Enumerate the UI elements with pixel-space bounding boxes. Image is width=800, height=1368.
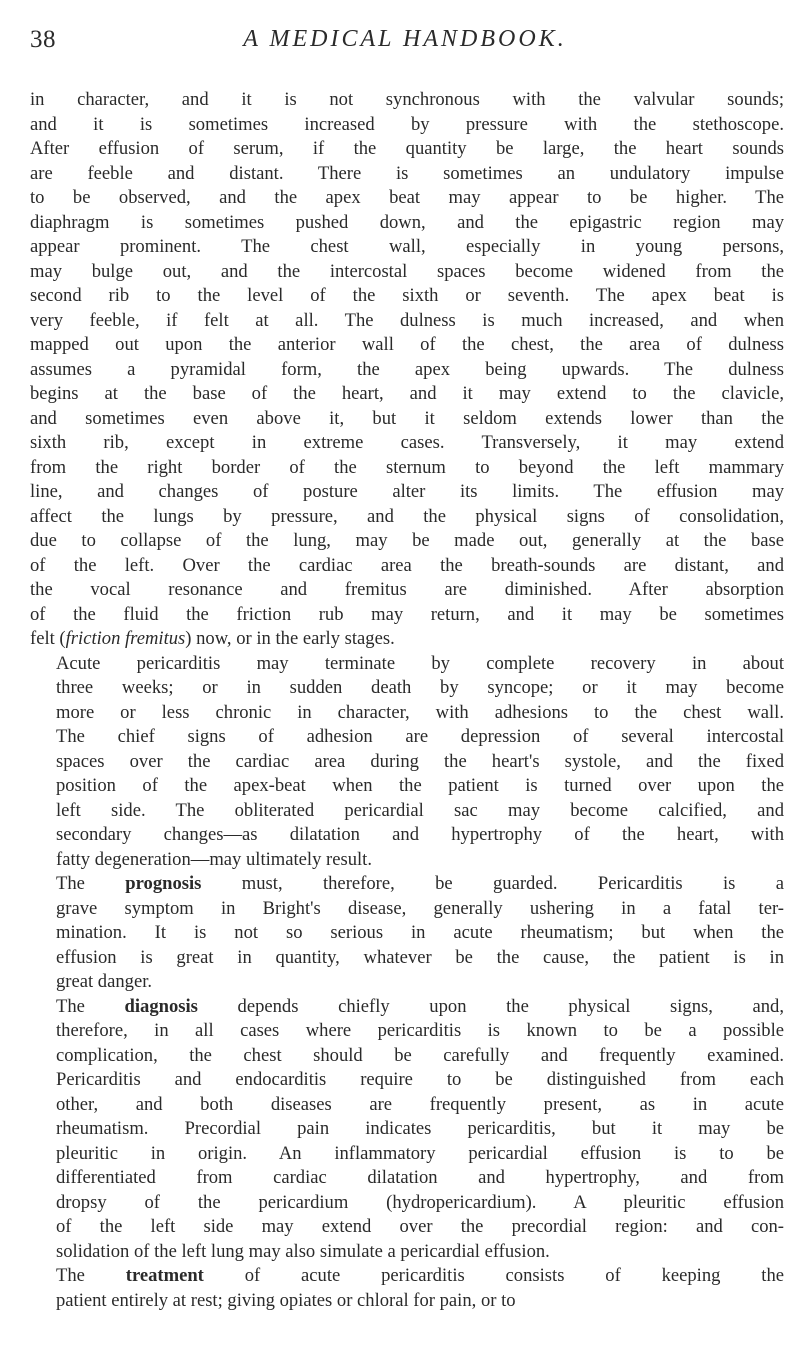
text-line: The chief signs of adhesion are depression of several intercostal (56, 726, 784, 747)
text-line: After effusion of serum, if the quantity be large, the heart sounds (30, 138, 784, 159)
text-line: appear prominent. The chest wall, especially in young persons, (30, 236, 784, 257)
text-line: differentiated from cardiac dilatation and hypertrophy, and from (56, 1167, 784, 1188)
text-line: therefore, in all cases where pericarditis is known to be a possible (56, 1020, 784, 1041)
text-line: more or less chronic in character, with adhesions to the chest wall. (56, 701, 784, 723)
text-line: begins at the base of the heart, and it may extend to the clavicle, (30, 383, 784, 404)
text-line: Acute pericarditis may terminate by complete recovery in about (56, 652, 784, 674)
text-line: The diagnosis depends chiefly upon the physical signs, and, (56, 995, 784, 1017)
page-header (30, 26, 780, 60)
text-line: line, and changes of posture alter its limits. The effusion may (30, 481, 784, 502)
text-line: assumes a pyramidal form, the apex being upwards. The dulness (30, 358, 784, 380)
page-number: 38 (30, 26, 56, 53)
text-line: the vocal resonance and fremitus are diminished. After absorption (30, 579, 784, 600)
paragraph (30, 872, 784, 995)
text-line: three weeks; or in sudden death by syncope; or it may become (56, 677, 784, 698)
text-line: Pericarditis and endocarditis require to be distinguished from each (56, 1069, 784, 1090)
text-line: complication, the chest should be carefully and frequently examined. (56, 1044, 784, 1066)
text-line: patient entirely at rest; giving opiates or chloral for pain, or to (56, 1289, 516, 1311)
text-line: and it is sometimes increased by pressure with the stethoscope. (30, 113, 784, 135)
text-line: The treatment of acute pericarditis consists of keeping the (56, 1265, 784, 1286)
text-line: from the right border of the sternum to beyond the left mammary (30, 456, 784, 478)
text-line: second rib to the level of the sixth or seventh. The apex beat is (30, 285, 784, 306)
text-line: of the left. Over the cardiac area the breath-sounds are distant, and (30, 554, 784, 576)
text-line: grave symptom in Bright's disease, generally ushering in a fatal ter- (56, 897, 784, 919)
text-line: in character, and it is not synchronous with the valvular sounds; (30, 89, 784, 110)
text-line: solidation of the left lung may also simulate a pericardial effusion. (56, 1240, 550, 1262)
text-line: due to collapse of the lung, may be made out, generally at the base (30, 530, 784, 551)
text-line: mination. It is not so serious in acute rheumatism; but when the (56, 922, 784, 943)
text-line: left side. The obliterated pericardial sac may become calcified, and (56, 799, 784, 821)
paragraph (30, 1264, 784, 1313)
text-line: sixth rib, except in extreme cases. Transversely, it may extend (30, 432, 784, 453)
text-line: affect the lungs by pressure, and the physical signs of consolidation, (30, 505, 784, 527)
paragraph (30, 88, 784, 652)
bold-term: prognosis (125, 873, 202, 894)
text-line: spaces over the cardiac area during the heart's systole, and the fixed (56, 750, 784, 772)
italic-term: friction fremitus (65, 628, 186, 649)
body-text (30, 88, 784, 1313)
bold-term: diagnosis (124, 995, 198, 1017)
running-title: A MEDICAL HANDBOOK. (243, 26, 567, 52)
text-line: rheumatism. Precordial pain indicates pericarditis, but it may be (56, 1118, 784, 1139)
text-line: felt (friction fremitus) now, or in the early stages. (30, 628, 395, 649)
text-line: pleuritic in origin. An inflammatory pericardial effusion is to be (56, 1142, 784, 1164)
text-line: great danger. (56, 971, 153, 992)
text-line: secondary changes—as dilatation and hypertrophy of the heart, with (56, 824, 784, 845)
text-line: of the left side may extend over the precordial region: and con- (56, 1216, 784, 1237)
text-line: The prognosis must, therefore, be guarded. Pericarditis is a (56, 873, 784, 894)
text-line: fatty degeneration—may ultimately result. (56, 848, 372, 870)
text-line: diaphragm is sometimes pushed down, and the epigastric region may (30, 211, 784, 233)
paragraph (30, 995, 784, 1265)
text-line: position of the apex-beat when the patient is turned over upon the (56, 775, 784, 796)
bold-term: treatment (125, 1265, 204, 1286)
text-line: very feeble, if felt at all. The dulness is much increased, and when (30, 309, 784, 331)
text-line: are feeble and distant. There is sometimes an undulatory impulse (30, 162, 784, 184)
text-line: to be observed, and the apex beat may appear to be higher. The (30, 187, 784, 208)
paragraph (30, 652, 784, 873)
text-line: mapped out upon the anterior wall of the chest, the area of dulness (30, 334, 784, 355)
text-line: dropsy of the pericardium (hydropericardium). A pleuritic effusion (56, 1191, 784, 1213)
text-line: may bulge out, and the intercostal spaces become widened from the (30, 260, 784, 282)
text-line: and sometimes even above it, but it seldom extends lower than the (30, 407, 784, 429)
text-line: other, and both diseases are frequently present, as in acute (56, 1093, 784, 1115)
text-line: of the fluid the friction rub may return, and it may be sometimes (30, 603, 784, 625)
text-line: effusion is great in quantity, whatever be the cause, the patient is in (56, 946, 784, 968)
